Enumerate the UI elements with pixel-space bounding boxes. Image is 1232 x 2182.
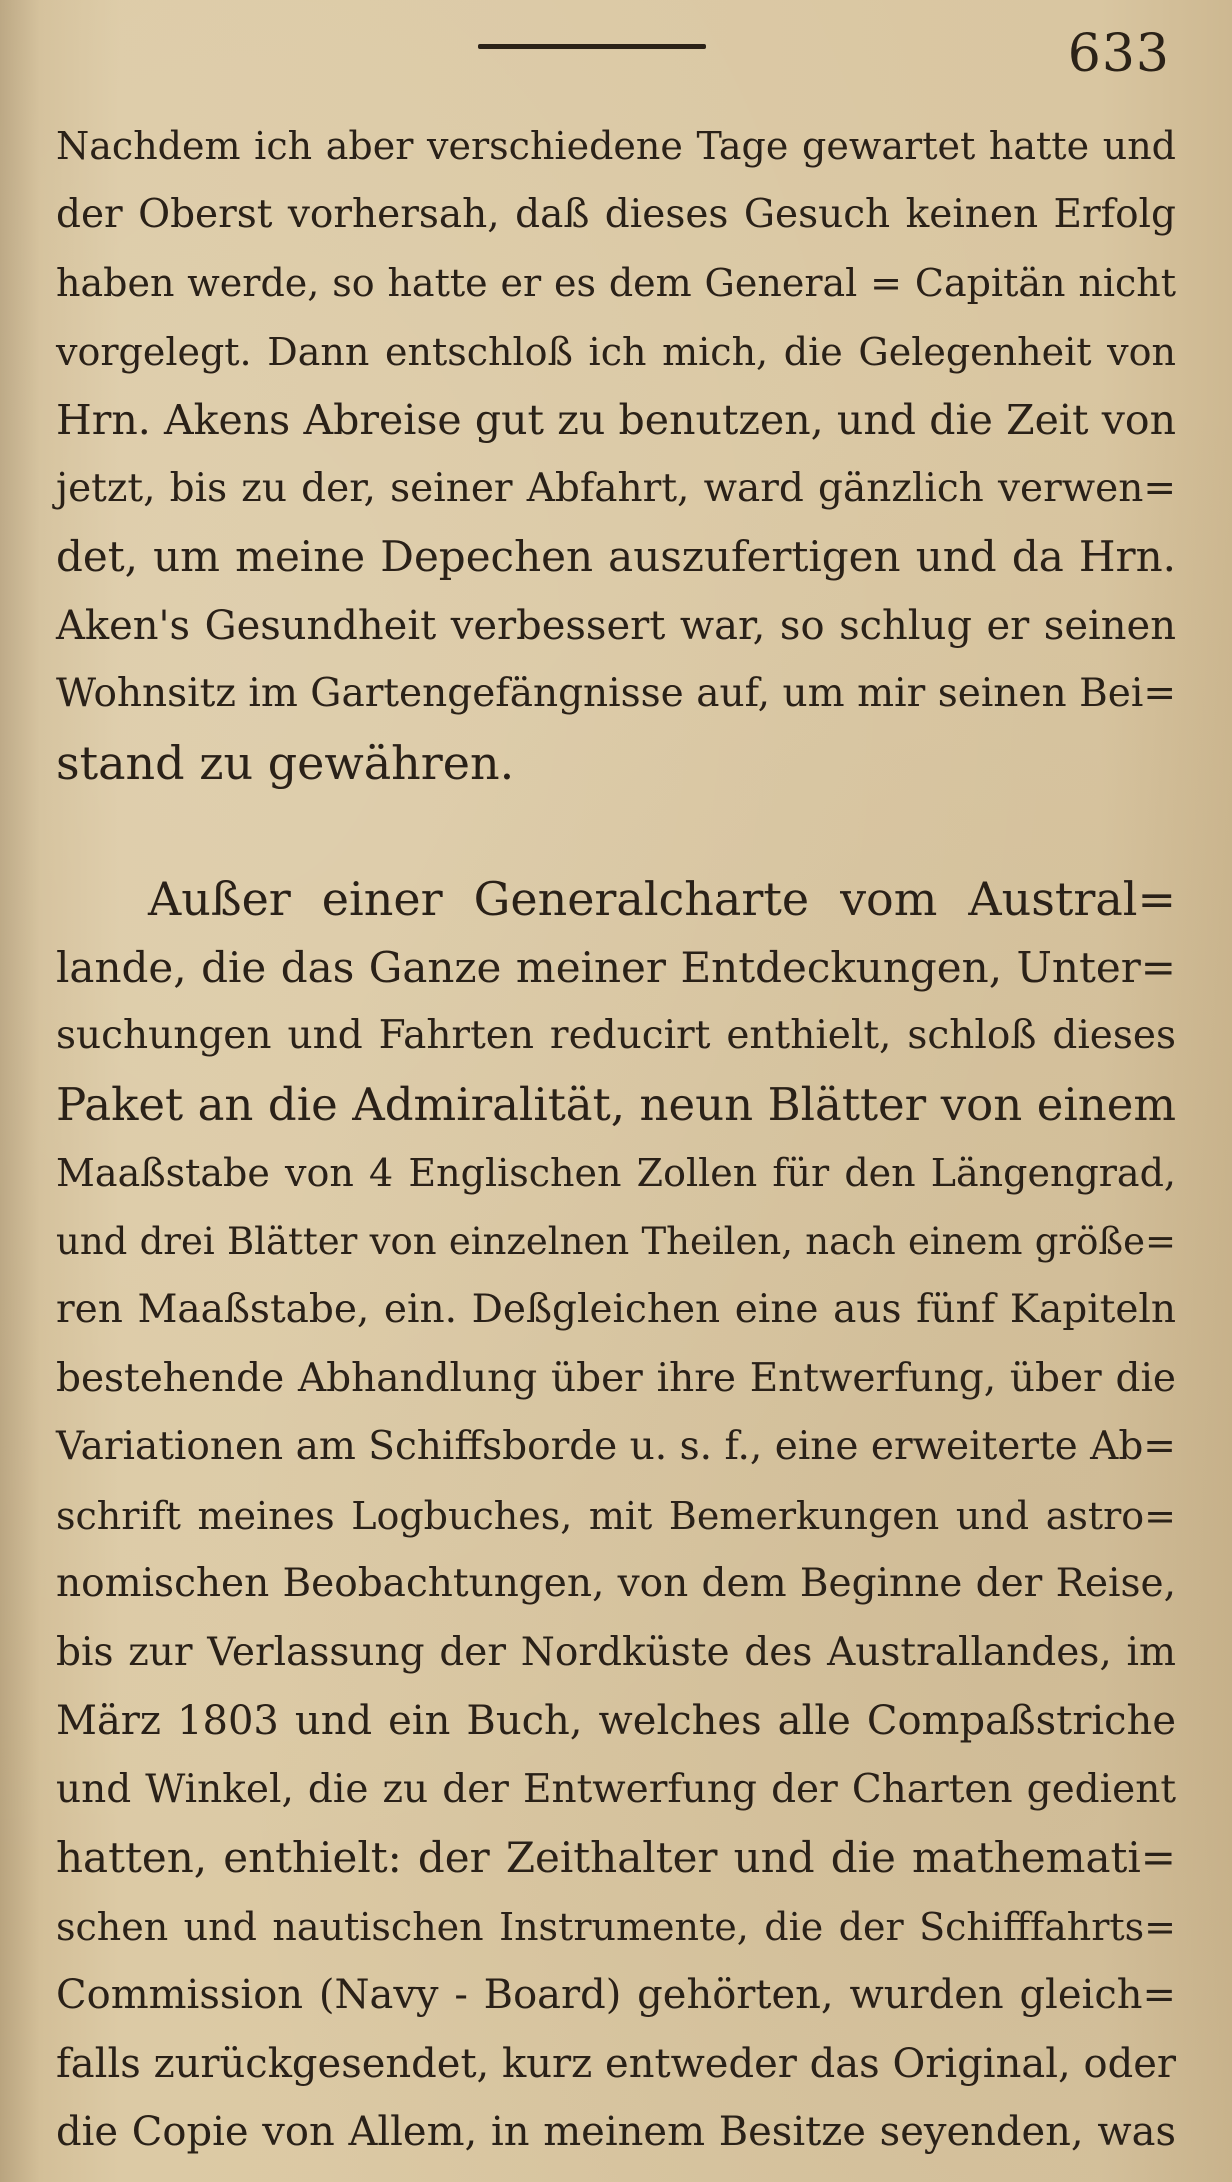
text-line: Wohnsitz im Gartengefängnisse auf, um mir seinen Bei= <box>56 671 1176 716</box>
paragraph-gap <box>56 797 1176 865</box>
text-line: haben werde, so hatte er es dem General = Capitän nicht <box>56 261 1176 305</box>
text-line: die Copie von Allem, in meinem Besitze seyenden, was <box>56 2109 1176 2155</box>
paragraph-1 <box>56 112 1176 797</box>
text-line: schrift meines Logbuches, mit Bemerkungen und astro= <box>56 1493 1176 1538</box>
text-line: Hrn. Akens Abreise gut zu benutzen, und die Zeit von <box>56 396 1176 444</box>
text-line: Paket an die Admiralität, neun Blätter von einem <box>56 1077 1176 1131</box>
text-line: Nachdem ich aber verschiedene Tage gewartet hatte und <box>56 124 1176 168</box>
text-line: schen und nautischen Instrumente, die der Schifffahrts= <box>56 1904 1176 1949</box>
text-line: stand zu gewähren. <box>56 735 515 790</box>
text-line: Aken's Gesundheit verbessert war, so schlug er seinen <box>56 602 1176 649</box>
text-line: und Winkel, die zu der Entwerfung der Charten gedient <box>56 1766 1176 1812</box>
header-rule <box>478 44 706 49</box>
text-line: Außer einer Generalcharte vom Austral= <box>148 872 1176 926</box>
body-text <box>56 112 1176 2167</box>
text-line: und drei Blätter von einzelnen Theilen, nach einem größe= <box>56 1219 1176 1263</box>
text-line: bis zur Verlassung der Nordküste des Australlandes, im <box>56 1629 1176 1675</box>
text-line: Commission (Navy - Board) gehörten, wurden gleich= <box>56 1972 1176 2018</box>
text-line: März 1803 und ein Buch, welches alle Compaßstriche <box>56 1698 1176 1744</box>
text-line: falls zurückgesendet, kurz entweder das Original, oder <box>56 2040 1176 2087</box>
page-number: 633 <box>1067 24 1170 84</box>
text-line: suchungen und Fahrten reducirt enthielt, schloß dieses <box>56 1013 1176 1058</box>
text-line: ren Maaßstabe, ein. Deßgleichen eine aus fünf Kapiteln <box>56 1287 1176 1332</box>
text-line: lande, die das Ganze meiner Entdeckungen, Unter= <box>56 942 1176 992</box>
text-line: nomischen Beobachtungen, von dem Beginne der Reise, <box>56 1561 1176 1606</box>
text-line: Maaßstabe von 4 Englischen Zollen für den Längengrad, <box>56 1151 1176 1195</box>
text-line: Variationen am Schiffsborde u. s. f., eine erweiterte Ab= <box>56 1424 1176 1469</box>
text-line: vorgelegt. Dann entschloß ich mich, die Gelegenheit von <box>56 329 1176 374</box>
text-line: hatten, enthielt: der Zeithalter und die mathemati= <box>56 1833 1176 1882</box>
text-line: det, um meine Depechen auszufertigen und da Hrn. <box>56 532 1176 581</box>
text-line: bestehende Abhandlung über ihre Entwerfung, über die <box>56 1355 1176 1401</box>
paragraph-2 <box>56 865 1176 2167</box>
text-line: jetzt, bis zu der, seiner Abfahrt, ward gänzlich verwen= <box>56 465 1176 511</box>
text-line: der Oberst vorhersah, daß dieses Gesuch keinen Erfolg <box>56 191 1176 237</box>
